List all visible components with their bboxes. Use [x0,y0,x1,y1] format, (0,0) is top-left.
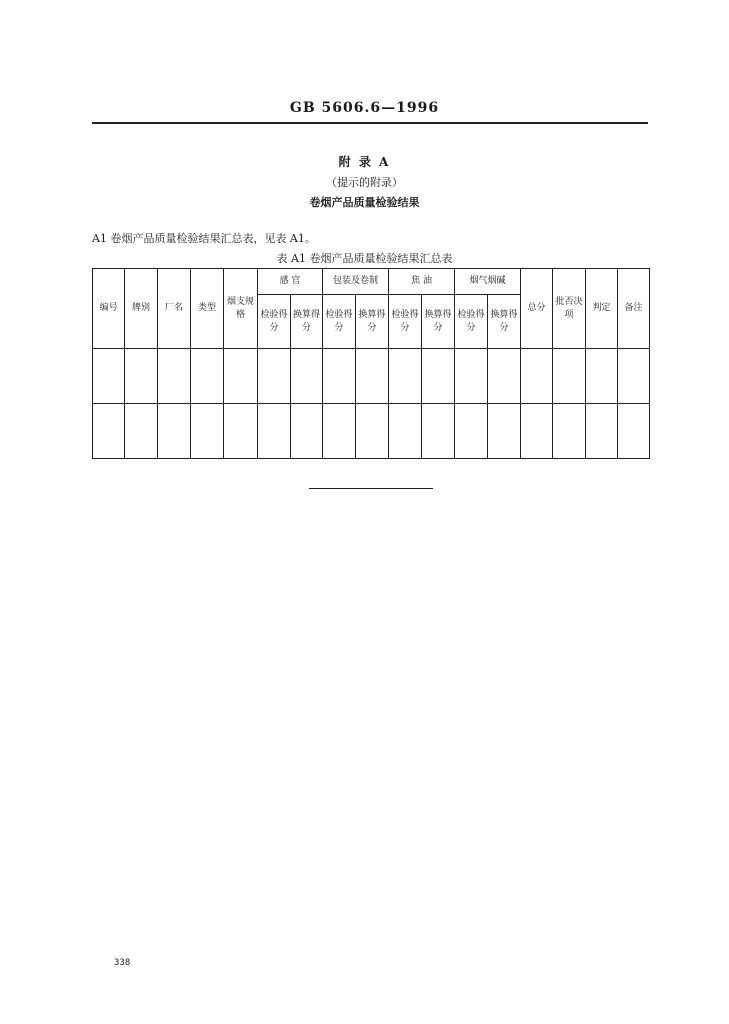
table-caption: 表 A1 卷烟产品质量检验结果汇总表 [276,252,453,265]
header-sub-inspect: 检验得分 [258,295,291,349]
header-divider [92,122,648,124]
table-row [93,349,650,404]
header-cell-no: 编号 [93,269,125,349]
appendix-heading: 卷烟产品质量检验结果 [309,196,420,209]
intro-paragraph: A1 卷烟产品质量检验结果汇总表，见表 A1。 [92,232,316,245]
header-cell-spec: 烟支规格 [224,269,258,349]
header-cell-factory: 厂名 [158,269,191,349]
header-group-packaging: 包装及卷制 [323,269,389,295]
header-sub-convert: 换算得分 [422,295,455,349]
table-header-row-1 [93,269,650,295]
header-cell-total: 总分 [521,269,553,349]
table-row [93,404,650,459]
end-rule [309,488,433,489]
header-sub-inspect: 检验得分 [389,295,422,349]
document-header-title: GB 5606.6—1996 [289,100,440,116]
header-sub-inspect: 检验得分 [323,295,356,349]
header-group-nicotine: 烟气烟碱 [455,269,521,295]
header-group-tar: 焦 油 [389,269,455,295]
header-cell-defect: 批否决项 [553,269,586,349]
header-sub-convert: 换算得分 [356,295,389,349]
appendix-informative-note: （提示的附录） [326,176,403,189]
header-sub-convert: 换算得分 [488,295,521,349]
page-number: 338 [114,958,131,968]
header-cell-type: 类型 [191,269,224,349]
header-sub-convert: 换算得分 [291,295,323,349]
header-group-sensory: 感 官 [258,269,323,295]
header-cell-remarks: 备注 [618,269,650,349]
header-cell-judgment: 判定 [586,269,618,349]
results-summary-table [92,268,650,459]
appendix-label: 附 录 A [338,155,391,169]
header-cell-brand: 牌别 [125,269,158,349]
header-sub-inspect: 检验得分 [455,295,488,349]
